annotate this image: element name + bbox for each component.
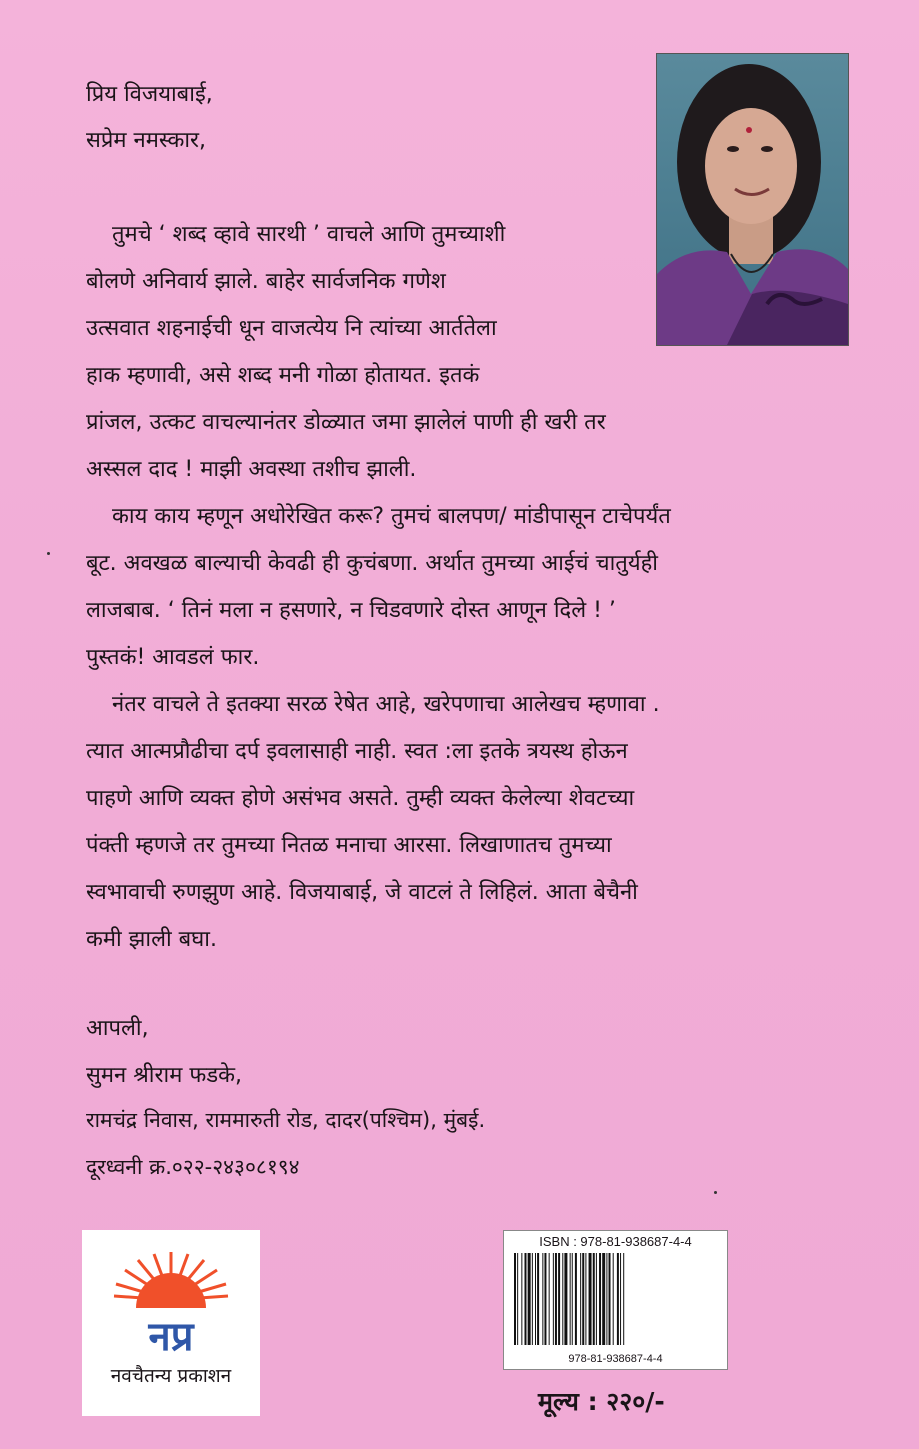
letter-line: अस्सल दाद ! माझी अवस्था तशीच झाली. <box>86 457 417 482</box>
barcode-bar <box>555 1253 557 1345</box>
barcode-bar <box>599 1253 601 1345</box>
price: मूल्य : २२०/- <box>538 1387 665 1416</box>
barcode-bar <box>575 1253 577 1345</box>
barcode-bar <box>514 1253 516 1345</box>
letter-closing: आपली, <box>86 1016 149 1041</box>
letter-line: काय काय म्हणून अधोरेखित करू? तुमचं बालपण/ मांडीपासून टाचेपर्यंत <box>112 504 671 529</box>
barcode-bar <box>585 1253 586 1345</box>
letter-line: बोलणे अनिवार्य झाले. बाहेर सार्वजनिक गणेश <box>86 269 446 294</box>
letter-line: लाजबाब. ‘ तिनं मला न हसणारे, न चिडवणारे दोस्त आणून दिले ! ’ <box>86 598 616 623</box>
barcode-bar <box>602 1253 605 1345</box>
letter-address: रामचंद्र निवास, राममारुती रोड, दादर(पश्चिम), मुंबई. <box>86 1108 486 1132</box>
barcode-bar <box>570 1253 571 1345</box>
barcode-bar <box>537 1253 539 1345</box>
speck <box>714 1191 717 1194</box>
barcode-bar <box>606 1253 607 1345</box>
barcode-bar <box>617 1253 619 1345</box>
isbn-barcode <box>503 1230 728 1370</box>
letter-salutation: सप्रेम नमस्कार, <box>86 128 207 153</box>
letter-phone: दूरध्वनी क्र.०२२-२४३०८१९४ <box>86 1155 300 1179</box>
barcode-bar <box>525 1253 527 1345</box>
barcode-bar <box>596 1253 597 1345</box>
barcode-bar <box>572 1253 573 1345</box>
letter-signature: सुमन श्रीराम फडके, <box>86 1063 242 1088</box>
barcode-bar <box>589 1253 592 1345</box>
letter-line: पंक्ती म्हणजे तर तुमच्या नितळ मनाचा आरसा. लिखाणातच तुमच्या <box>86 833 612 858</box>
letter-line: त्यात आत्मप्रौढीचा दर्प इवलासाही नाही. स्वत :ला इतके त्रयस्थ होऊन <box>86 739 628 764</box>
barcode-bar <box>593 1253 595 1345</box>
letter-greeting: प्रिय विजयाबाई, <box>86 82 213 107</box>
letter-line: हाक म्हणावी, असे शब्द मनी गोळा होतायत. इतकं <box>86 363 480 388</box>
author-photo <box>656 53 849 346</box>
letter-line: कमी झाली बघा. <box>86 927 217 952</box>
barcode-bar <box>580 1253 581 1345</box>
letter-line: बूट. अवखळ बाल्याची केवढी ही कुचंबणा. अर्थात तुमच्या आईचं चातुर्यही <box>86 551 658 576</box>
letter-line: पुस्तकं! आवडलं फार. <box>86 645 260 670</box>
letter-line: पाहणे आणि व्यक्त होणे असंभव असते. तुम्ही व्यक्त केलेल्या शेवटच्या <box>86 786 635 811</box>
barcode-bar <box>553 1253 554 1345</box>
letter-line: उत्सवात शहनाईची धून वाजत्येय नि त्यांच्या आर्ततेला <box>86 316 497 341</box>
logo-mark: नप्र <box>148 1314 194 1360</box>
barcode-bar <box>613 1253 614 1345</box>
barcode-bars <box>512 1253 719 1345</box>
barcode-bar <box>609 1253 611 1345</box>
barcode-bar <box>535 1253 536 1345</box>
barcode-bar <box>582 1253 584 1345</box>
barcode-bar <box>528 1253 531 1345</box>
barcode-bar <box>544 1253 546 1345</box>
letter-line: स्वभावाची रुणझुण आहे. विजयाबाई, जे वाटलं ते लिहिलं. आता बेचैनी <box>86 880 638 905</box>
barcode-bar <box>620 1253 621 1345</box>
barcode-bar <box>517 1253 518 1345</box>
isbn-label: ISBN : 978-81-938687-4-4 <box>539 1234 692 1249</box>
barcode-bar <box>521 1253 522 1345</box>
letter-line: तुमचे ‘ शब्द व्हावे सारथी ’ वाचले आणि तुमच्याशी <box>112 222 506 247</box>
barcode-bar <box>549 1253 550 1345</box>
barcode-bar <box>532 1253 533 1345</box>
barcode-bar <box>542 1253 543 1345</box>
isbn-number: 978-81-938687-4-4 <box>568 1353 663 1365</box>
publisher-logo <box>82 1230 260 1416</box>
barcode-bar <box>564 1253 567 1345</box>
letter-line: प्रांजल, उत्कट वाचल्यानंतर डोळ्यात जमा झालेलं पाणी ही खरी तर <box>86 410 606 435</box>
barcode-bar <box>562 1253 563 1345</box>
speck <box>47 552 50 555</box>
barcode-bar <box>623 1253 624 1345</box>
publisher-name: नवचैतन्य प्रकाशन <box>110 1365 232 1387</box>
sun-icon <box>114 1252 228 1308</box>
barcode-bar <box>558 1253 560 1345</box>
letter-line: नंतर वाचले ते इतक्या सरळ रेषेत आहे, खरेपणाचा आलेखच म्हणावा . <box>112 692 660 717</box>
